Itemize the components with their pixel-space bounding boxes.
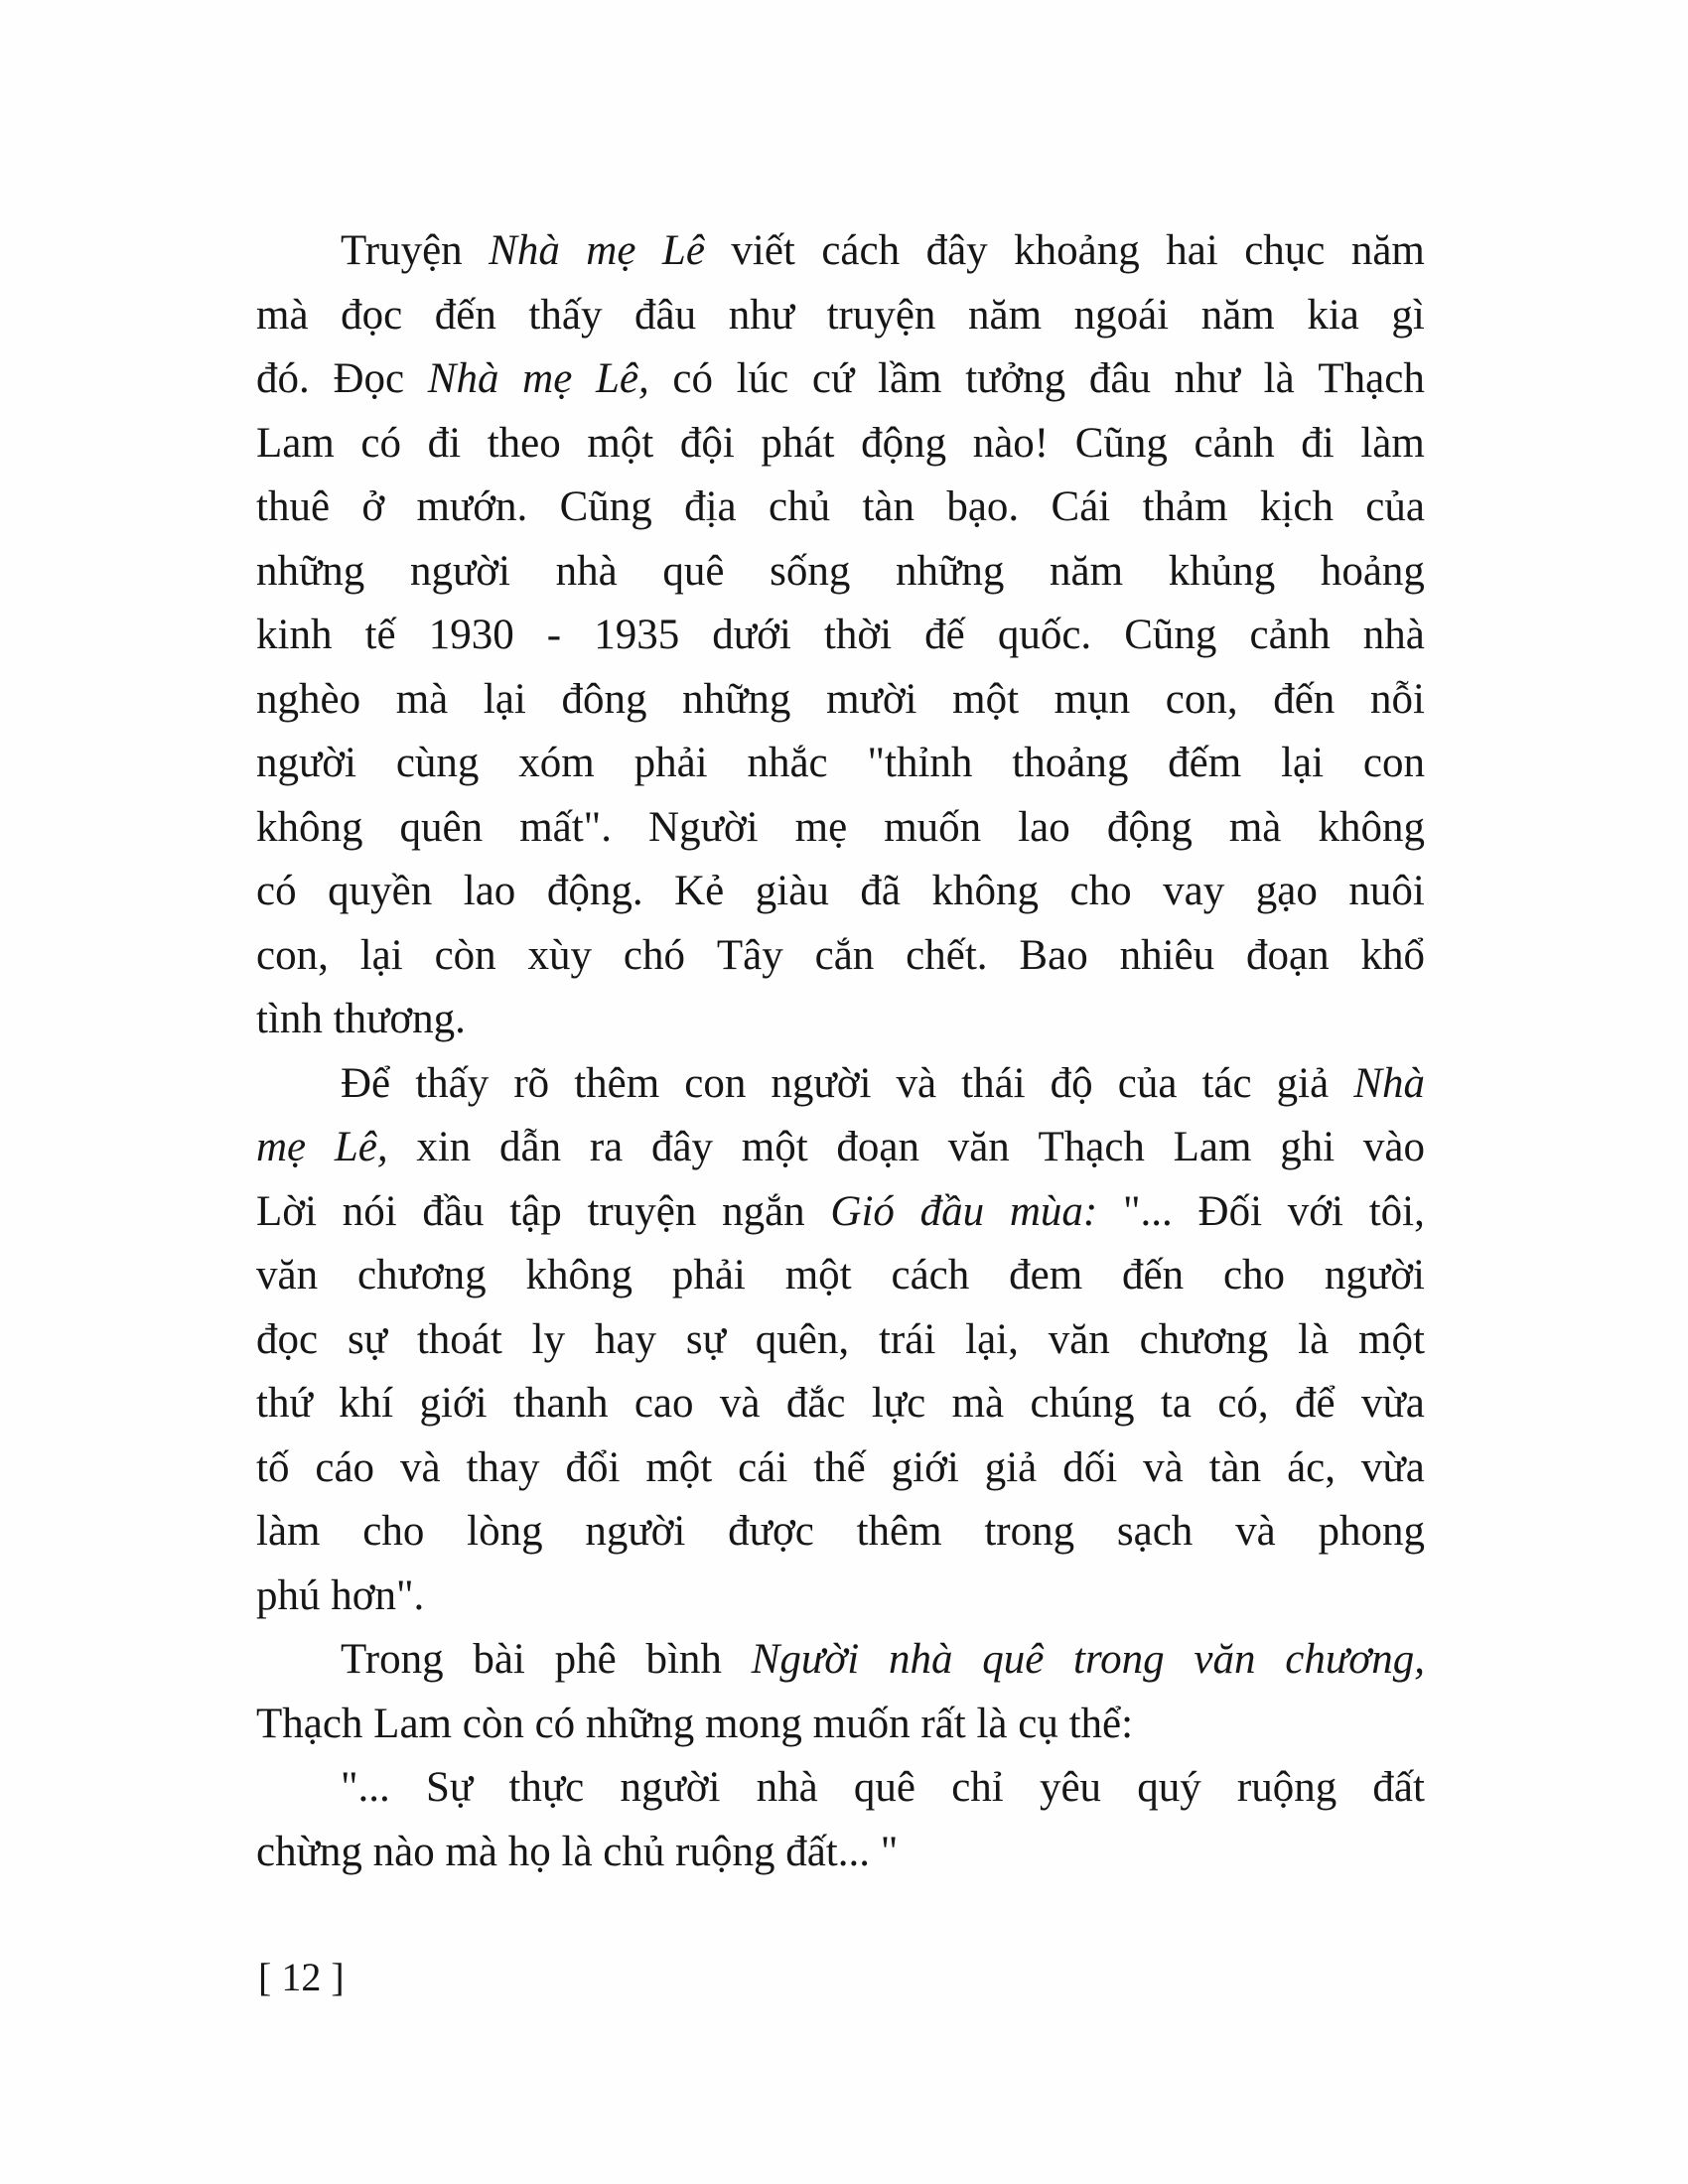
word: giả (984, 1443, 1038, 1491)
text-segment: tình thương. (256, 996, 466, 1042)
word: nhà (756, 1764, 818, 1811)
word: không (931, 868, 1039, 914)
word: có (256, 868, 297, 914)
word: chương (1139, 1315, 1269, 1363)
word: lầm (878, 355, 942, 402)
word: chúng (1030, 1380, 1135, 1427)
word: hai (1166, 227, 1218, 274)
word: giàu (755, 868, 829, 914)
word: ngoái (1073, 291, 1170, 339)
text-line (256, 1308, 1425, 1373)
word: nhà (1362, 612, 1425, 658)
word: gì (1391, 291, 1425, 339)
text-line (256, 860, 1425, 924)
word: bình (645, 1636, 722, 1683)
word: vào (1362, 1124, 1425, 1170)
word: nói (342, 1187, 397, 1235)
word: lại (483, 675, 526, 723)
word: mẹ (522, 355, 573, 402)
word: đâu (1088, 355, 1151, 402)
word: "... (341, 1764, 390, 1811)
word: đâu (634, 291, 697, 339)
word: đến (434, 291, 496, 339)
word: ghi (1280, 1124, 1336, 1170)
word: của (1117, 1059, 1178, 1107)
word: Để (341, 1059, 391, 1107)
word: những (256, 547, 365, 595)
word: gạo (1255, 868, 1318, 914)
word: phải (633, 740, 708, 786)
word: tàn (862, 483, 914, 530)
word: cảnh (1249, 612, 1331, 658)
word: lại, (965, 1315, 1019, 1363)
word: thuê (256, 483, 331, 530)
word: cảnh (1194, 419, 1275, 467)
word: quý (1137, 1764, 1201, 1811)
word: nghèo (256, 675, 361, 723)
word: động (861, 419, 947, 467)
word: vừa (1360, 1443, 1425, 1491)
word: người (256, 740, 356, 786)
word: đọc (341, 291, 403, 339)
word: trái (878, 1315, 936, 1363)
word: lực (871, 1380, 926, 1427)
word: Nhà (1353, 1059, 1425, 1107)
word: thảm (1142, 483, 1228, 530)
word: cứ (811, 355, 855, 402)
text-line (256, 412, 1425, 477)
word: và (399, 1443, 441, 1491)
text-line (256, 796, 1425, 861)
word: thoảng (1012, 740, 1129, 786)
word: viết (731, 227, 795, 274)
word: đây (925, 227, 988, 274)
word: trong (1073, 1636, 1165, 1683)
word: mà (1228, 803, 1282, 851)
word: Lê (661, 227, 705, 274)
word: Thạch (1318, 355, 1425, 402)
word: tàn (1208, 1443, 1262, 1491)
word: có, (1217, 1380, 1269, 1427)
word: mụn (1054, 675, 1131, 723)
text-line (256, 540, 1425, 605)
word: Cũng (1124, 612, 1217, 658)
word: lòng (467, 1508, 543, 1555)
word: Lời (256, 1187, 317, 1235)
word: để (1295, 1380, 1336, 1427)
word: người (585, 1508, 686, 1555)
text-line (256, 1756, 1425, 1821)
word: quên, (755, 1315, 850, 1363)
text-line (256, 284, 1425, 348)
text-line (256, 1372, 1425, 1436)
word: một (741, 1124, 808, 1170)
word: phong (1318, 1508, 1425, 1555)
word: đọc (256, 1315, 319, 1363)
word: văn (1194, 1636, 1256, 1683)
word: phê (554, 1636, 617, 1683)
word: dưới (712, 612, 791, 658)
word: mất". (519, 803, 612, 851)
word: đoạn (1246, 931, 1330, 979)
word: đến (1273, 675, 1336, 723)
text-segment: chừng nào mà họ là chủ ruộng đất... " (256, 1828, 899, 1875)
text-line (256, 732, 1425, 796)
word: những (682, 675, 791, 723)
word: Tây (716, 931, 783, 979)
word: thứ (256, 1380, 313, 1427)
word: là (1263, 355, 1295, 402)
word: sống (770, 547, 851, 595)
word: "thỉnh (867, 740, 973, 786)
word: người (620, 1764, 721, 1811)
word: thoát (416, 1315, 502, 1363)
word: 1935 (594, 612, 680, 658)
text-line (256, 1500, 1425, 1565)
word: xóm (518, 740, 595, 786)
text-line (256, 219, 1425, 284)
word: thấy (415, 1059, 490, 1107)
word: quê (853, 1764, 916, 1811)
word: cùng (395, 740, 480, 786)
text-line (256, 1565, 1425, 1629)
word: Kẻ (674, 868, 725, 914)
word: Lam (1173, 1124, 1252, 1170)
word: tác (1201, 1059, 1252, 1107)
word: như (1174, 355, 1240, 402)
word: bạo. (946, 483, 1020, 530)
word: đầu (919, 1187, 985, 1235)
word: cao (633, 1380, 694, 1427)
word: thêm (574, 1059, 660, 1107)
word: sự (347, 1315, 387, 1363)
word: lao (1018, 803, 1070, 851)
word: rõ (513, 1059, 550, 1107)
word: làm (256, 1508, 321, 1555)
word: Người (751, 1636, 860, 1683)
word: độ (1050, 1059, 1093, 1107)
word: ở (361, 483, 385, 530)
word: muốn (884, 803, 982, 851)
word: năm (1049, 547, 1124, 595)
word: kinh (256, 612, 333, 658)
word: nỗi (1369, 675, 1425, 723)
word: và (719, 1380, 761, 1427)
word: văn (1048, 1315, 1110, 1363)
word: tưởng (965, 355, 1066, 402)
word: Cũng (559, 483, 652, 530)
word: mùa: (1009, 1187, 1098, 1235)
word: - (546, 612, 562, 658)
word: cho (362, 1508, 425, 1555)
word: quê (662, 547, 725, 595)
word: văn (256, 1252, 319, 1298)
word: còn (434, 931, 496, 979)
word: chết. (906, 931, 988, 979)
word: Người (648, 803, 759, 851)
word: Sự (426, 1764, 474, 1811)
word: đếm (1168, 740, 1242, 786)
word: ác, (1287, 1443, 1336, 1491)
word: một (587, 419, 654, 467)
word: ta (1160, 1380, 1192, 1427)
word: bài (473, 1636, 525, 1683)
word: đến (1122, 1252, 1185, 1298)
word: theo (487, 419, 561, 467)
text-line (256, 1693, 1425, 1757)
word: mà (951, 1380, 1005, 1427)
word: Đọc (333, 355, 405, 402)
word: một (952, 675, 1020, 723)
word: thái (961, 1059, 1026, 1107)
word: chương, (1285, 1636, 1425, 1683)
word: quên (399, 803, 484, 851)
word: dối (1062, 1443, 1118, 1491)
word: mười (826, 675, 917, 723)
word: chủ (769, 483, 831, 530)
text-line (256, 1180, 1425, 1245)
text-block (256, 219, 1425, 1884)
text-line (256, 1052, 1425, 1117)
word: con, (256, 931, 329, 979)
word: tế (364, 612, 396, 658)
word: Cũng (1074, 419, 1168, 467)
word: Lê, (334, 1124, 388, 1170)
word: lúc (736, 355, 789, 402)
word: quốc. (997, 612, 1092, 658)
word: tố (256, 1443, 290, 1491)
word: hay (594, 1315, 657, 1363)
word: vừa (1360, 1380, 1425, 1427)
word: cắn (814, 931, 875, 979)
word: giả (1276, 1059, 1330, 1107)
word: con, (1165, 675, 1238, 723)
word: mẹ (586, 227, 636, 274)
word: đội (679, 419, 735, 467)
word: như (728, 291, 794, 339)
word: động (1106, 803, 1193, 851)
word: Lam (256, 419, 335, 467)
word: cái (738, 1443, 788, 1491)
word: lại (1281, 740, 1325, 786)
word: không (1318, 803, 1425, 851)
word: 1930 (428, 612, 514, 658)
word: địa (684, 483, 737, 530)
word: ra (589, 1124, 624, 1170)
word: với (1287, 1187, 1343, 1235)
word: phát (761, 419, 835, 467)
word: nhà (555, 547, 618, 595)
word: đem (1009, 1252, 1083, 1298)
text-line (256, 988, 1425, 1052)
word: thanh (512, 1380, 609, 1427)
word: đi (427, 419, 462, 467)
text-line (256, 1436, 1425, 1501)
word: chương (356, 1252, 487, 1298)
text-line (256, 604, 1425, 668)
word: và (896, 1059, 937, 1107)
word: mẹ (794, 803, 848, 851)
text-segment: phú hơn". (256, 1571, 425, 1619)
word: "... (1122, 1187, 1173, 1235)
word: của (1365, 483, 1425, 530)
word: tập (509, 1187, 562, 1235)
word: nhà (888, 1636, 953, 1683)
word: Lê, (595, 355, 649, 402)
word: khí (339, 1380, 394, 1427)
page-number: [ 12 ] (258, 1955, 345, 1999)
word: nhiêu (1119, 931, 1215, 979)
word: Bao (1019, 931, 1088, 979)
word: Đối (1197, 1187, 1263, 1235)
word: quê (982, 1636, 1045, 1683)
word: Thạch (1038, 1124, 1145, 1170)
word: ngắn (722, 1187, 805, 1235)
word: Gió (830, 1187, 895, 1235)
word: ly (531, 1315, 566, 1363)
word: đông (561, 675, 647, 723)
word: mẹ (256, 1124, 307, 1170)
word: một (1358, 1315, 1425, 1363)
word: sự (685, 1315, 726, 1363)
text-line (256, 924, 1425, 989)
word: đầu (422, 1187, 485, 1235)
text-line (256, 1116, 1425, 1180)
text-line (256, 668, 1425, 733)
word: thấy (528, 291, 603, 339)
text-line (256, 1821, 1425, 1885)
word: năm (967, 291, 1043, 339)
word: yêu (1039, 1764, 1102, 1811)
word: cho (1069, 868, 1132, 914)
text-line (256, 1628, 1425, 1693)
word: đổi (565, 1443, 621, 1491)
word: hoảng (1320, 547, 1425, 595)
word: đoạn (836, 1124, 919, 1170)
text-segment: Thạch Lam còn có những mong muốn rất là cụ thể: (256, 1700, 1134, 1747)
word: có (672, 355, 713, 402)
word: tôi, (1368, 1187, 1425, 1235)
word: đây (650, 1124, 714, 1170)
word: động. (546, 868, 643, 914)
word: khủng (1168, 547, 1276, 595)
word: nào! (972, 419, 1050, 467)
word: Nhà (489, 227, 560, 274)
word: văn (947, 1124, 1010, 1170)
word: những (896, 547, 1005, 595)
text-line (256, 347, 1425, 412)
word: thực (508, 1764, 585, 1811)
word: khổ (1360, 931, 1425, 979)
word: lại (359, 931, 403, 979)
word: dẫn (499, 1124, 562, 1170)
word: người (1324, 1252, 1425, 1298)
word: chỉ (951, 1764, 1004, 1811)
word: thay (466, 1443, 540, 1491)
word: đắc (785, 1380, 846, 1427)
word: kịch (1259, 483, 1334, 530)
word: xin (416, 1124, 472, 1170)
word: con (1362, 740, 1425, 786)
word: cách (821, 227, 901, 274)
word: trong (984, 1508, 1075, 1555)
word: giới (891, 1443, 959, 1491)
word: đi (1301, 419, 1335, 467)
word: ruộng (1236, 1764, 1337, 1811)
word: thêm (856, 1508, 942, 1555)
word: và (1143, 1443, 1184, 1491)
word: một (784, 1252, 852, 1298)
word: nhắc (747, 740, 828, 786)
word: năm (1350, 227, 1425, 274)
word: giới (419, 1380, 488, 1427)
word: người (771, 1059, 872, 1107)
word: Truyện (341, 227, 463, 274)
text-line (256, 476, 1425, 540)
word: thế (813, 1443, 866, 1491)
word: cho (1222, 1252, 1286, 1298)
word: xùy (527, 931, 593, 979)
word: đã (860, 868, 901, 914)
word: Cái (1051, 483, 1111, 530)
word: truyện (587, 1187, 697, 1235)
word: Nhà (427, 355, 499, 402)
word: không (256, 803, 363, 851)
word: thời (823, 612, 893, 658)
word: quyền (328, 868, 433, 914)
word: cách (891, 1252, 970, 1298)
word: một (645, 1443, 713, 1491)
word: sạch (1116, 1508, 1194, 1555)
word: khoảng (1014, 227, 1140, 274)
word: đế (924, 612, 965, 658)
word: là (1298, 1315, 1330, 1363)
word: lao (463, 868, 516, 914)
word: Trong (341, 1636, 444, 1683)
word: được (728, 1508, 814, 1555)
word: cáo (315, 1443, 375, 1491)
word: mà (395, 675, 449, 723)
word: vay (1163, 868, 1225, 914)
word: kia (1307, 291, 1359, 339)
word: chục (1244, 227, 1326, 274)
word: chó (623, 931, 686, 979)
word: người (409, 547, 510, 595)
word: không (525, 1252, 633, 1298)
word: mướn. (416, 483, 528, 530)
word: nuôi (1348, 868, 1425, 914)
word: đó. (256, 355, 310, 402)
word: truyện (826, 291, 936, 339)
word: có (360, 419, 402, 467)
word: đất (1372, 1764, 1425, 1811)
word: và (1235, 1508, 1276, 1555)
word: mà (256, 291, 309, 339)
word: năm (1200, 291, 1275, 339)
word: làm (1360, 419, 1425, 467)
text-line (256, 1244, 1425, 1308)
word: con (684, 1059, 747, 1107)
word: phải (671, 1252, 746, 1298)
